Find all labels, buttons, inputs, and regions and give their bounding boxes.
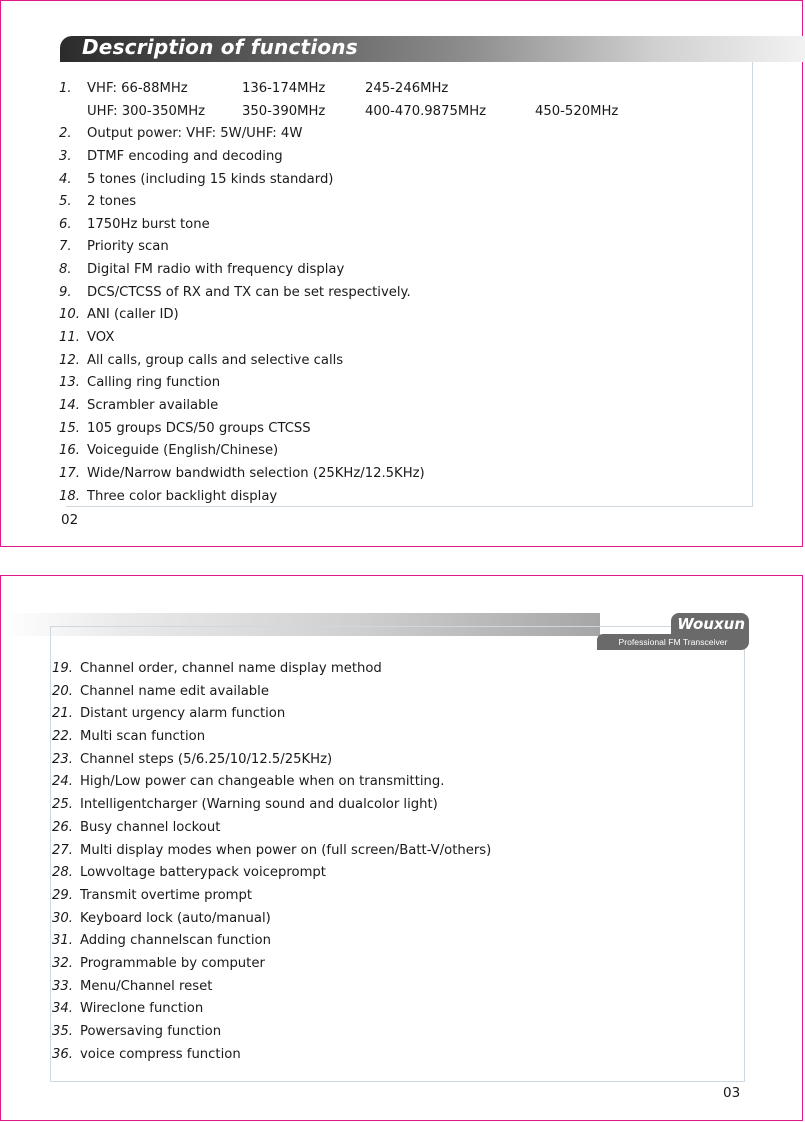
item-number: 15. [59, 420, 80, 436]
item-number: 10. [59, 307, 80, 323]
item-text: 5 tones (including 15 kinds standard) [87, 171, 334, 187]
item-text: Distant urgency alarm function [80, 706, 286, 722]
brand-tagline: Professional FM Transceiver [597, 634, 749, 650]
logo-tab [671, 613, 749, 635]
list-item [52, 1044, 491, 1067]
item-number: 1. [59, 81, 72, 96]
item-text: DTMF encoding and decoding [87, 148, 283, 164]
list-item [59, 236, 645, 259]
item-text: Busy channel lockout [80, 819, 221, 835]
item-text: Programmable by computer [80, 955, 265, 971]
item-number: 6. [59, 216, 72, 232]
item-text: Lowvoltage batterypack voiceprompt [80, 865, 326, 881]
list-item [52, 658, 491, 681]
list-item [59, 350, 645, 373]
item-text: Keyboard lock (auto/manual) [80, 910, 271, 926]
list-item [59, 259, 645, 282]
list-item [52, 930, 491, 953]
freq-band: 245-246MHz [365, 81, 449, 96]
brand-logo [597, 613, 749, 650]
item-number: 9. [59, 284, 72, 300]
item-number: 20. [52, 683, 73, 699]
item-text: Multi scan function [80, 729, 206, 745]
item-text: ANI (caller ID) [87, 307, 179, 323]
item-number: 26. [52, 819, 73, 835]
list-item [59, 372, 645, 395]
item-text: DCS/CTCSS of RX and TX can be set respectively. [87, 284, 411, 300]
item-text: Intelligentcharger (Warning sound and dualcolor light) [80, 797, 438, 813]
freq-band: 136-174MHz [242, 81, 326, 96]
item-number: 19. [52, 661, 73, 676]
list-item [52, 771, 491, 794]
item-text: Multi display modes when power on (full screen/Batt-V/others) [80, 842, 492, 858]
item-number: 12. [59, 352, 80, 368]
item-number: 32. [52, 955, 73, 971]
item-number: 7. [59, 239, 72, 255]
item-text: Channel name edit available [80, 683, 269, 699]
list-item [52, 817, 491, 840]
freq-band: 450-520MHz [535, 103, 619, 119]
list-item [59, 146, 645, 169]
item-number: 14. [59, 397, 80, 413]
list-item [59, 463, 645, 486]
item-text: Three color backlight display [87, 488, 278, 504]
list-item [52, 1021, 491, 1044]
list-item [52, 885, 491, 908]
item-number: 16. [59, 443, 80, 459]
item-number: 21. [52, 706, 73, 722]
item-number: 24. [52, 774, 73, 790]
list-item [52, 840, 491, 863]
list-item [52, 749, 491, 772]
list-item [59, 304, 645, 327]
item-number: 31. [52, 933, 73, 949]
item-number: 25. [52, 797, 73, 813]
list-item [59, 327, 645, 350]
item-text: Output power: VHF: 5W/UHF: 4W [87, 126, 303, 142]
item-text: Adding channelscan function [80, 933, 271, 949]
item-number: 2. [59, 126, 72, 142]
freq-band: VHF: 66-88MHz [87, 81, 188, 96]
item-number: 30. [52, 910, 73, 926]
list-item [59, 486, 645, 509]
list-item [59, 395, 645, 418]
item-text: Wide/Narrow bandwidth selection (25KHz/12.5KHz) [87, 465, 425, 481]
item-number: 5. [59, 194, 72, 210]
item-number: 36. [52, 1046, 73, 1062]
list-item [52, 862, 491, 885]
item-text: 2 tones [87, 194, 137, 210]
section-title: Description of functions [82, 35, 358, 59]
list-item [59, 169, 645, 192]
item-text: 1750Hz burst tone [87, 216, 210, 232]
item-text: Scrambler available [87, 397, 219, 413]
item-number: 29. [52, 887, 73, 903]
item-text: High/Low power can changeable when on transmitting. [80, 774, 445, 790]
item-text: Digital FM radio with frequency display [87, 262, 345, 278]
logo-wordmark: Wouxun [677, 615, 745, 633]
item-number: 22. [52, 729, 73, 745]
item-text: VOX [87, 330, 115, 346]
list-item [52, 794, 491, 817]
item-number: 33. [52, 978, 73, 994]
list-item [59, 191, 645, 214]
list-item [59, 440, 645, 463]
item-number: 28. [52, 865, 73, 881]
item-text: Wireclone function [80, 1001, 204, 1017]
item-text: Voiceguide (English/Chinese) [87, 443, 279, 459]
list-item [52, 953, 491, 976]
item-number: 11. [59, 330, 80, 346]
item-text: All calls, group calls and selective calls [87, 352, 344, 368]
item-number: 18. [59, 488, 80, 504]
item-text: voice compress function [80, 1046, 241, 1062]
freq-band: 350-390MHz [242, 103, 326, 119]
list-item [52, 726, 491, 749]
function-list-page-03 [52, 658, 491, 1066]
list-item [59, 123, 645, 146]
item-text: Menu/Channel reset [80, 978, 213, 994]
item-text: Powersaving function [80, 1024, 222, 1039]
freq-band: 400-470.9875MHz [365, 103, 487, 119]
list-item [52, 908, 491, 931]
item-number: 13. [59, 375, 80, 391]
item-text: 105 groups DCS/50 groups CTCSS [87, 420, 311, 436]
item-text: Channel steps (5/6.25/10/12.5/25KHz) [80, 751, 333, 767]
item-number: 17. [59, 465, 80, 481]
list-item [59, 418, 645, 441]
function-list-page-02 [59, 78, 645, 508]
list-item [52, 681, 491, 704]
item-number: 34. [52, 1001, 73, 1017]
item-text: Calling ring function [87, 375, 221, 391]
list-item [59, 282, 645, 305]
item-text: Priority scan [87, 239, 169, 255]
item-number: 23. [52, 751, 73, 767]
item-number: 4. [59, 171, 72, 187]
page-number: 03 [723, 1085, 741, 1101]
item-number: 27. [52, 842, 73, 858]
item-number: 35. [52, 1024, 73, 1039]
list-item [59, 101, 645, 124]
list-item [52, 976, 491, 999]
page-number: 02 [61, 512, 79, 528]
list-item [59, 78, 645, 101]
freq-band: UHF: 300-350MHz [87, 103, 206, 119]
item-text: Channel order, channel name display method [80, 661, 382, 676]
item-number: 8. [59, 262, 72, 278]
list-item [59, 214, 645, 237]
list-item [52, 998, 491, 1021]
item-text: Transmit overtime prompt [80, 887, 253, 903]
list-item [52, 703, 491, 726]
item-number: 3. [59, 148, 72, 164]
